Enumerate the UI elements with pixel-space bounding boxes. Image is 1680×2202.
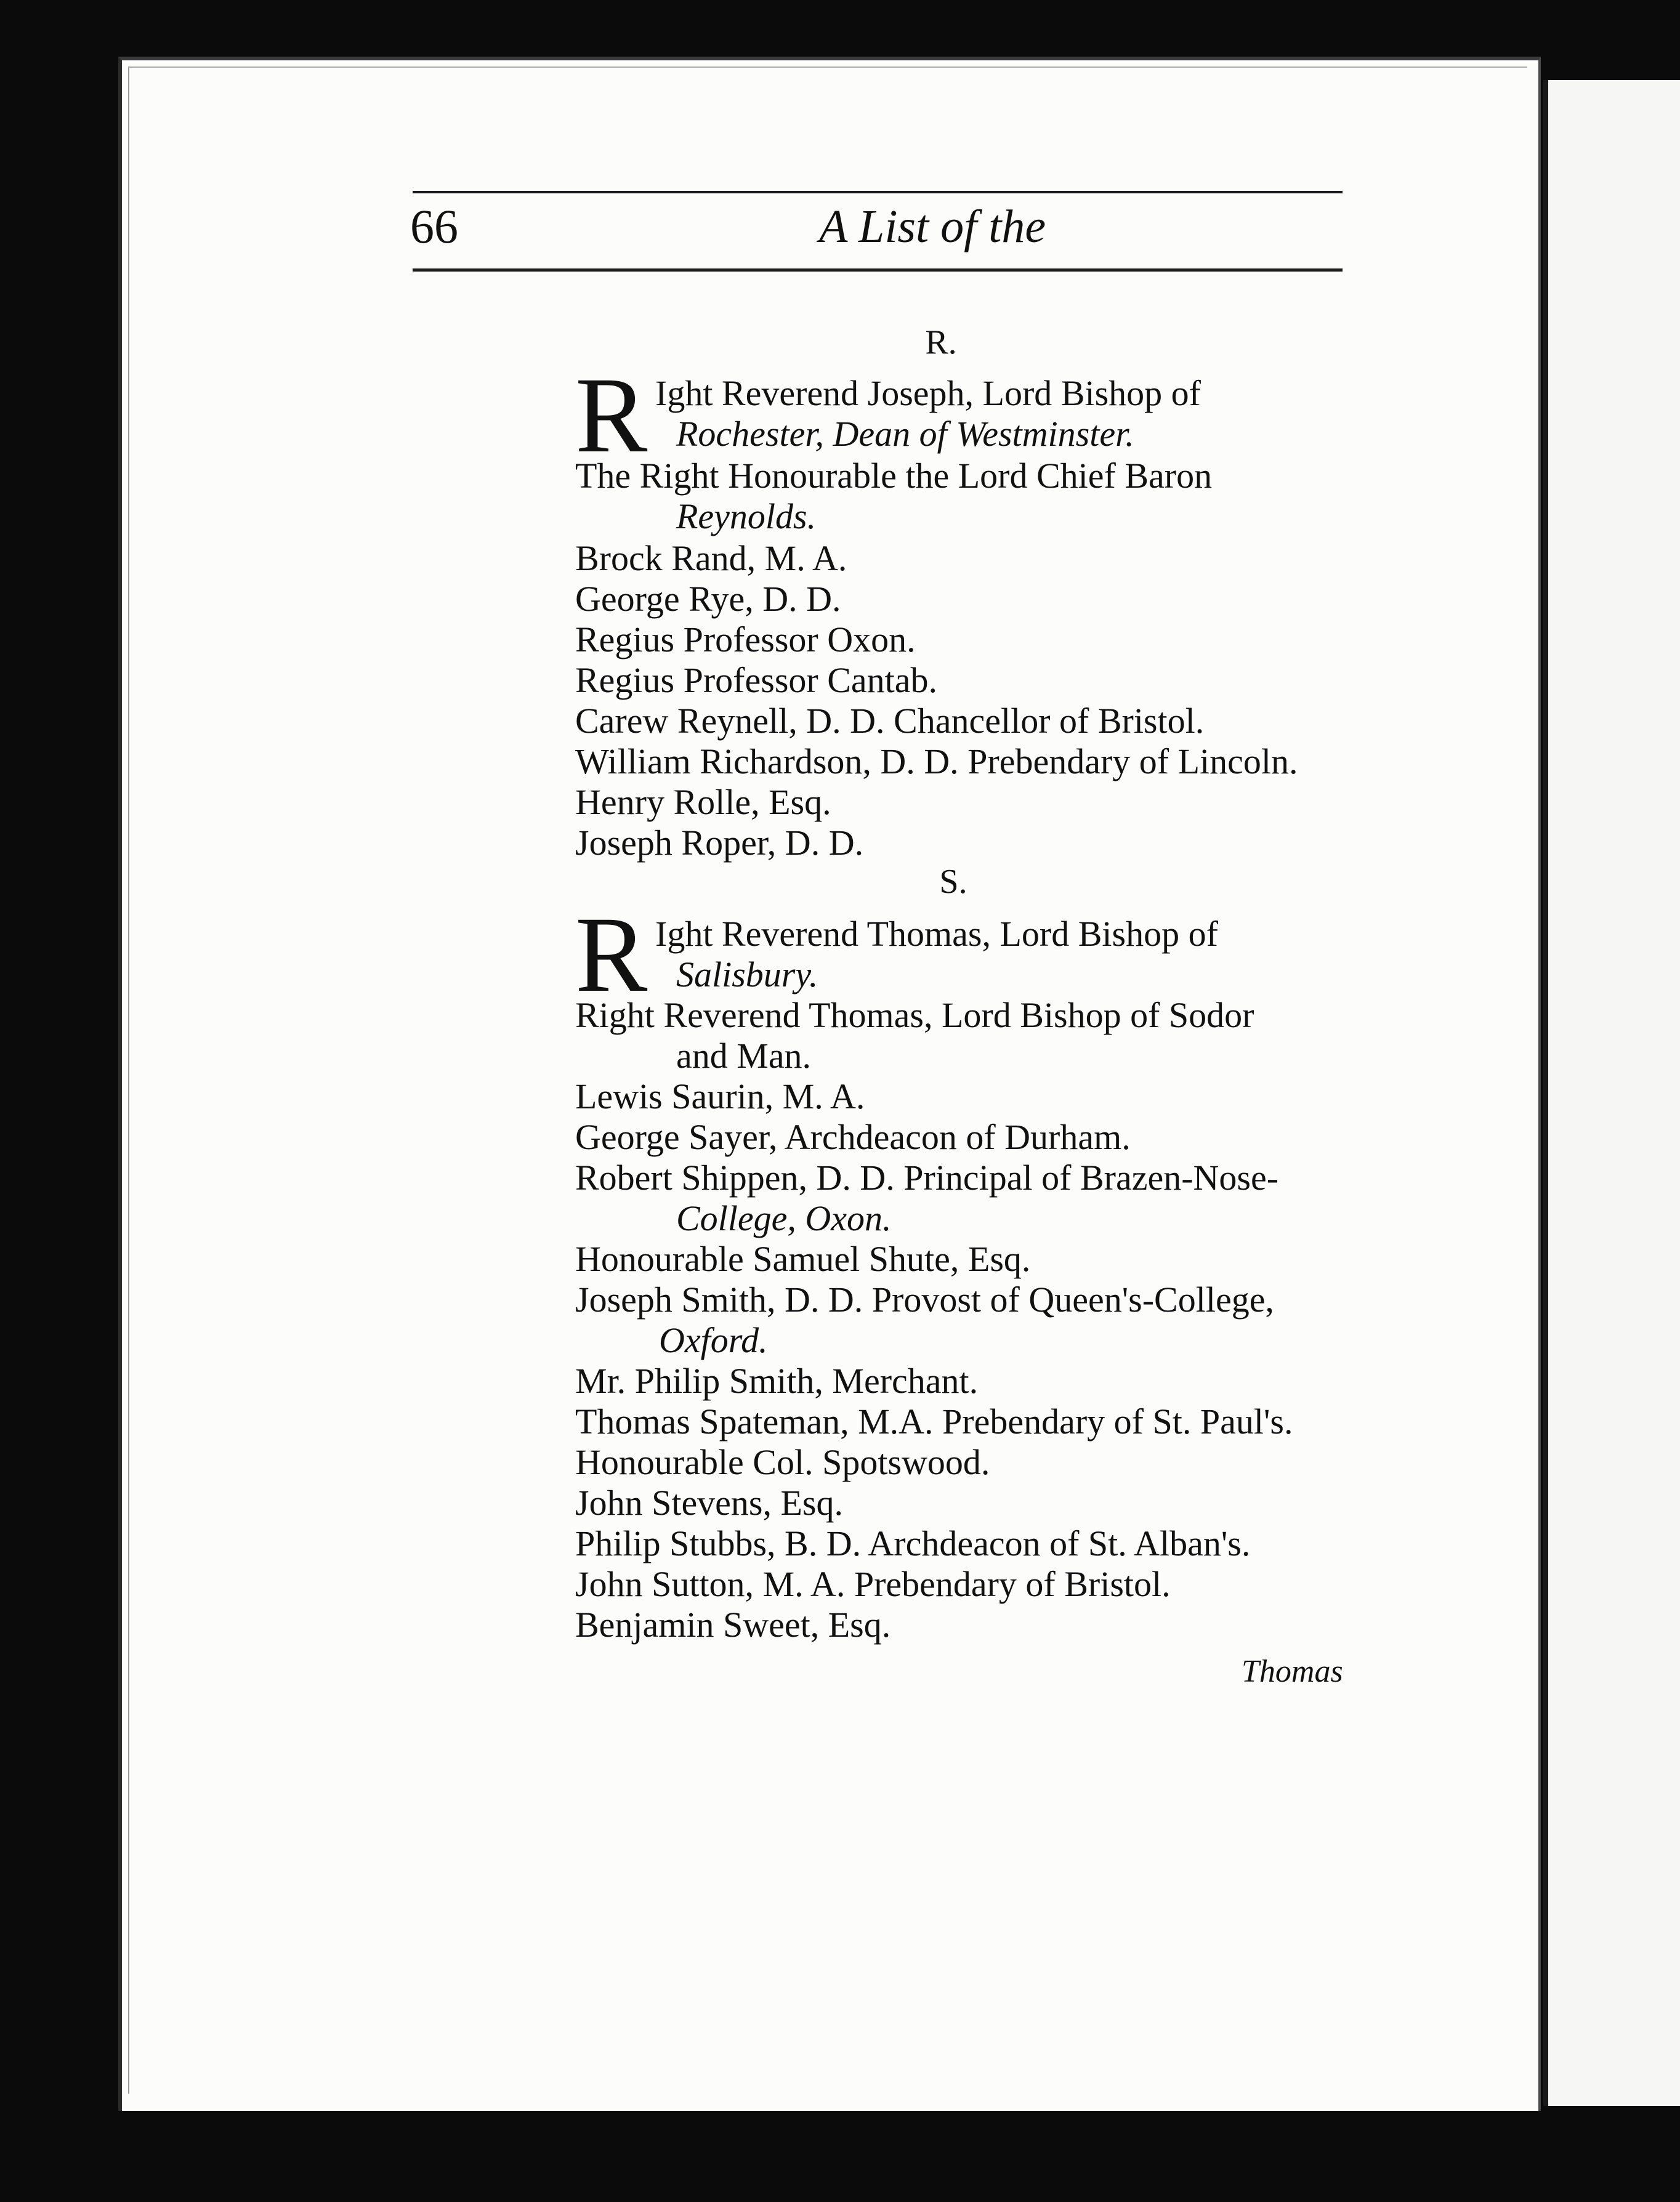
list-entry-line: Oxford. — [659, 1320, 768, 1360]
list-entry-line: Henry Rolle, Esq. — [575, 782, 831, 822]
page-number: 66 — [410, 200, 458, 253]
list-entry-line: Reynolds. — [676, 496, 817, 536]
list-entry-line: Mr. Philip Smith, Merchant. — [575, 1361, 979, 1401]
section-letter-r: R. — [925, 323, 957, 361]
list-entry-line: Regius Professor Cantab. — [575, 660, 937, 700]
list-entry-line: William Richardson, D. D. Prebendary of Lincoln. — [575, 741, 1298, 781]
list-entry-line: Thomas Spateman, M.A. Prebendary of St. Paul's. — [575, 1401, 1293, 1442]
list-entry-line: John Stevens, Esq. — [575, 1483, 843, 1523]
list-entry-line: George Rye, D. D. — [575, 579, 841, 619]
list-entry-line: College, Oxon. — [676, 1198, 892, 1238]
list-entry-line: Regius Professor Oxon. — [575, 619, 916, 659]
list-entry-line: George Sayer, Archdeacon of Durham. — [575, 1117, 1131, 1157]
list-entry-line: Joseph Roper, D. D. — [575, 823, 864, 863]
catchword: Thomas — [1242, 1654, 1343, 1689]
list-entry-line: and Man. — [676, 1036, 812, 1076]
list-entry-line: Honourable Col. Spotswood. — [575, 1442, 990, 1482]
drop-cap: R — [575, 355, 648, 475]
running-title: A List of the — [819, 201, 1046, 252]
list-entry-line: Joseph Smith, D. D. Provost of Queen's-College, — [575, 1280, 1274, 1320]
list-entry-line: Philip Stubbs, B. D. Archdeacon of St. Alban's. — [575, 1523, 1251, 1563]
facing-page-edge — [1543, 80, 1680, 2106]
list-entry-line: John Sutton, M. A. Prebendary of Bristol. — [575, 1564, 1171, 1604]
list-entry-line: Rochester, Dean of Westminster. — [676, 414, 1134, 454]
list-entry-line: Lewis Saurin, M. A. — [575, 1076, 865, 1116]
drop-cap: R — [575, 895, 648, 1015]
list-entry-line: Brock Rand, M. A. — [575, 538, 847, 578]
list-entry-line: The Right Honourable the Lord Chief Baron — [575, 456, 1213, 496]
section-letter-s: S. — [939, 863, 967, 901]
list-entry-line: Benjamin Sweet, Esq. — [575, 1605, 891, 1645]
list-entry-line: Right Reverend Thomas, Lord Bishop of Sodor — [575, 995, 1254, 1035]
header-rule-bottom — [413, 268, 1343, 272]
list-entry-line: Carew Reynell, D. D. Chancellor of Bristol. — [575, 701, 1205, 741]
list-entry-line: Robert Shippen, D. D. Principal of Brazen-Nose- — [575, 1158, 1279, 1198]
list-entry-line: Salisbury. — [676, 954, 818, 994]
list-entry-line: Ight Reverend Joseph, Lord Bishop of — [655, 373, 1201, 413]
list-entry-line: Ight Reverend Thomas, Lord Bishop of — [655, 914, 1218, 954]
list-entry-line: Honourable Samuel Shute, Esq. — [575, 1239, 1031, 1279]
header-rule-top — [413, 191, 1343, 193]
